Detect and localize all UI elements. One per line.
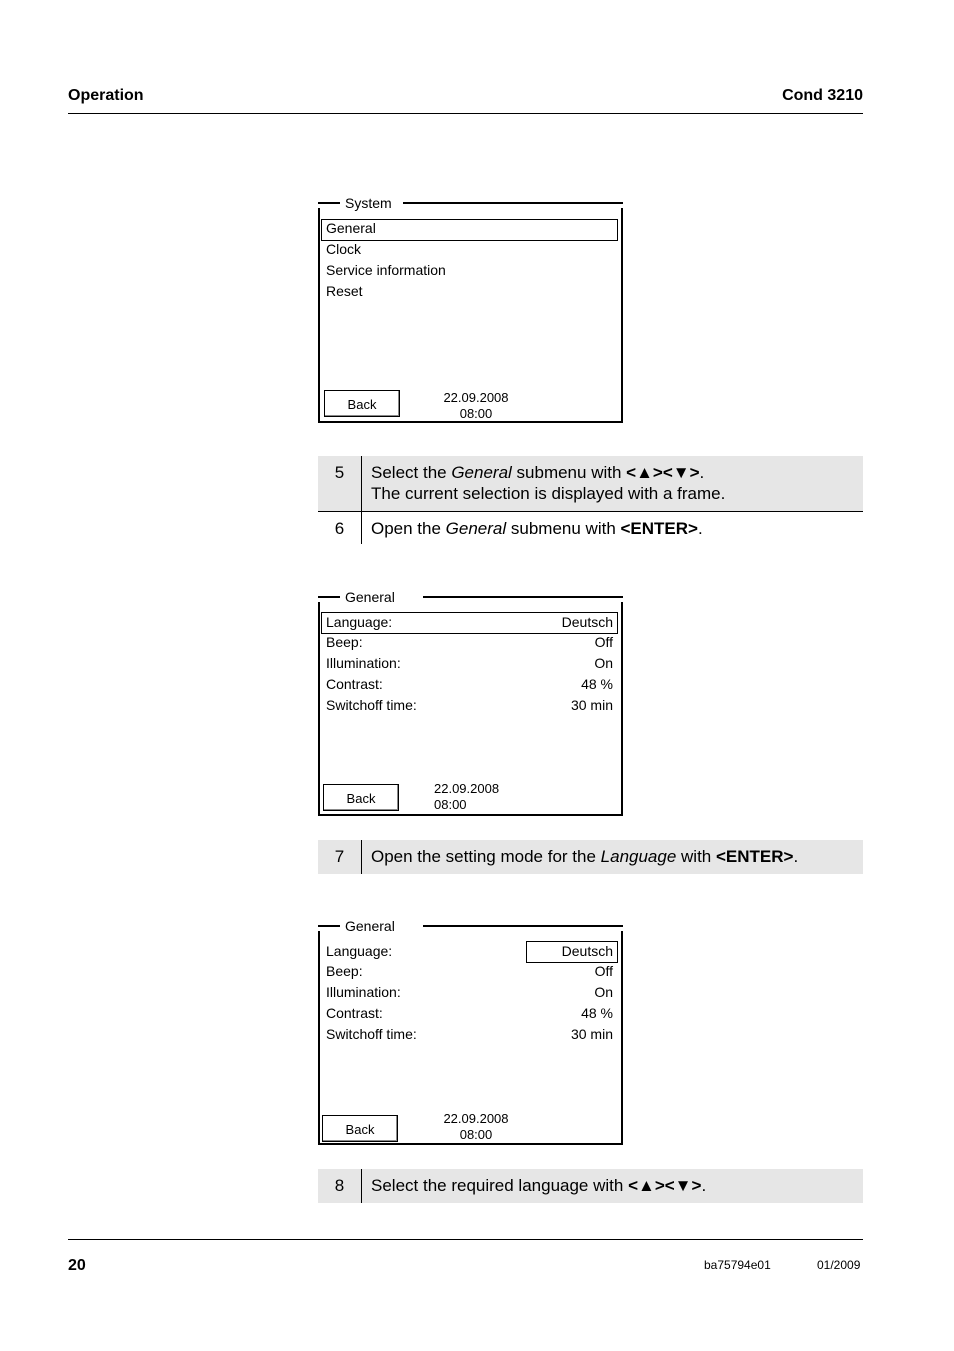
setting-row-switchoff-time[interactable]: Switchoff time: 30 min: [326, 1026, 613, 1042]
footer-rule: [68, 1239, 863, 1240]
language-setting-mode-screen: [318, 918, 623, 1145]
step-7-row: [318, 840, 863, 874]
title-line-right: [403, 202, 623, 204]
title-line-left: [318, 925, 340, 927]
date-value: 22.09.2008: [434, 781, 500, 796]
setting-row-contrast[interactable]: Contrast: 48 %: [326, 676, 613, 692]
title-line-left: [318, 596, 340, 598]
step-divider: [361, 512, 362, 544]
back-button[interactable]: Back: [324, 390, 400, 417]
back-button[interactable]: Back: [323, 784, 399, 811]
title-line-right: [423, 596, 623, 598]
header-rule: [68, 113, 863, 114]
step-divider: [361, 840, 362, 874]
title-line-right: [423, 925, 623, 927]
menu-item-reset[interactable]: Reset: [326, 283, 363, 299]
time-value: 08:00: [459, 1127, 493, 1142]
step-number: 7: [334, 847, 345, 866]
back-button[interactable]: Back: [322, 1115, 398, 1142]
date-time-stamp: [434, 781, 504, 813]
date-time-stamp: [438, 390, 514, 422]
setting-row-language[interactable]: Language: Deutsch: [326, 614, 613, 630]
step-5-row: [318, 456, 863, 511]
page-number: 20: [68, 1257, 86, 1274]
step-instruction: Open the setting mode for the Language with <ENTER>.: [371, 847, 799, 866]
system-menu-screen: [318, 195, 623, 423]
setting-row-illumination[interactable]: Illumination: On: [326, 984, 613, 1000]
date-time-stamp: [438, 1111, 514, 1143]
enter-key: <ENTER>: [620, 519, 698, 538]
step-instruction: Open the General submenu with <ENTER>.: [371, 519, 703, 538]
screen-title: System: [341, 195, 396, 211]
setting-row-switchoff-time[interactable]: Switchoff time: 30 min: [326, 697, 613, 713]
setting-row-beep[interactable]: Beep: Off: [326, 963, 613, 979]
date-value: 22.09.2008: [443, 1111, 509, 1126]
document-date: 01/2009: [817, 1258, 861, 1272]
step-8-row: [318, 1169, 863, 1203]
menu-item-general[interactable]: General: [326, 220, 376, 236]
general-settings-screen: [318, 589, 623, 816]
menu-item-service-information[interactable]: Service information: [326, 262, 446, 278]
header-product-name: Cond 3210: [782, 87, 863, 104]
document-id: ba75794e01: [704, 1258, 771, 1272]
language-value[interactable]: Deutsch: [561, 943, 613, 959]
header-section-title: Operation: [68, 87, 144, 104]
step-instruction: Select the required language with <▲><▼>.: [371, 1176, 707, 1195]
setting-row-beep[interactable]: Beep: Off: [326, 634, 613, 650]
setting-row-language[interactable]: Language: Deutsch: [326, 943, 613, 959]
menu-item-clock[interactable]: Clock: [326, 241, 362, 257]
setting-row-contrast[interactable]: Contrast: 48 %: [326, 1005, 613, 1021]
time-value: 08:00: [459, 406, 493, 421]
screen-title: General: [341, 589, 399, 605]
step-6-row: [318, 512, 863, 544]
step-divider: [361, 456, 362, 511]
step-divider: [361, 1169, 362, 1203]
arrow-keys: <▲><▼>: [628, 1176, 702, 1195]
setting-row-illumination[interactable]: Illumination: On: [326, 655, 613, 671]
time-value: 08:00: [434, 797, 467, 812]
step-instruction: Select the General submenu with <▲><▼>. The current selection is displayed with a frame.: [371, 463, 726, 503]
date-value: 22.09.2008: [443, 390, 509, 405]
arrow-keys: <▲><▼>: [626, 463, 700, 482]
step-number: 5: [334, 463, 345, 482]
enter-key: <ENTER>: [715, 847, 794, 866]
title-line-left: [318, 202, 340, 204]
step-number: 8: [334, 1176, 345, 1195]
screen-title: General: [341, 918, 399, 934]
step-number: 6: [334, 519, 345, 538]
